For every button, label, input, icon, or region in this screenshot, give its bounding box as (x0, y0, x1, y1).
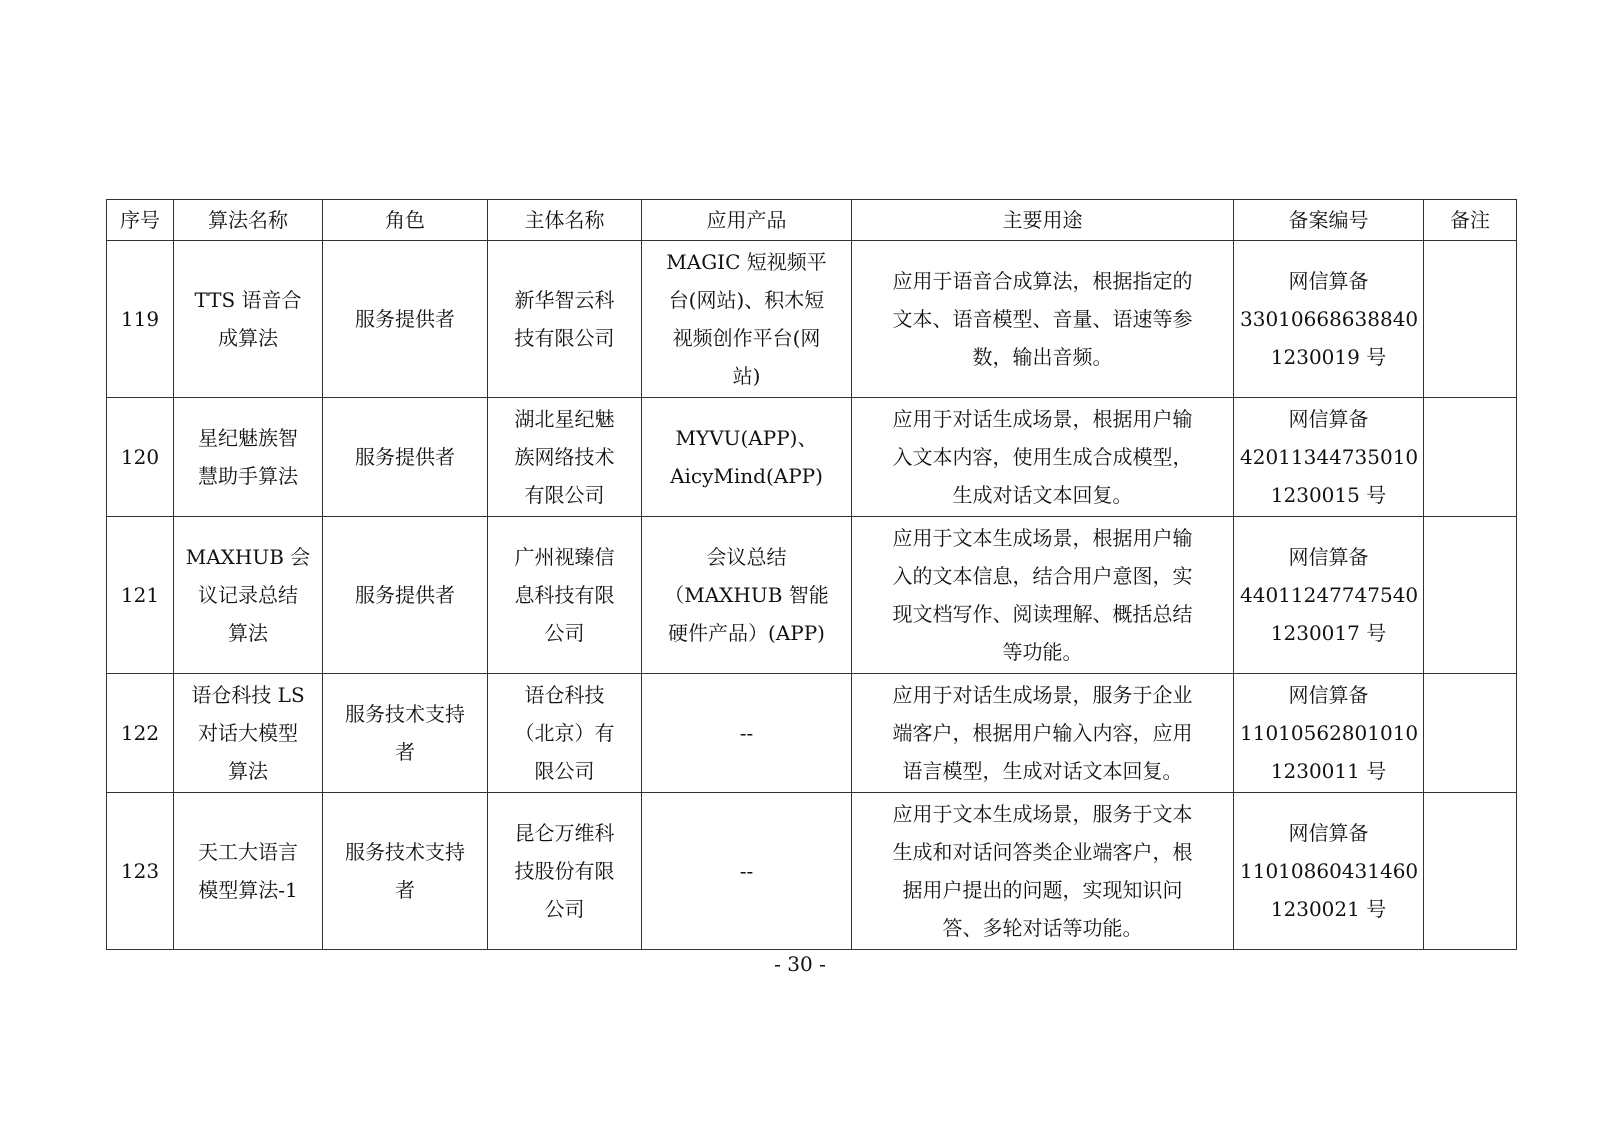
cell-main-purpose: 应用于语音合成算法，根据指定的 文本、语音模型、音量、语速等参 数，输出音频。 (852, 241, 1234, 398)
cell-entity-name: 湖北星纪魅 族网络技术 有限公司 (488, 398, 642, 517)
cell-main-purpose: 应用于文本生成场景，根据用户输 入的文本信息，结合用户意图，实 现文档写作、阅读理解、概括总结 等功能。 (852, 517, 1234, 674)
cell-algorithm-name: MAXHUB 会 议记录总结 算法 (174, 517, 323, 674)
cell-algorithm-name: 天工大语言 模型算法-1 (174, 793, 323, 950)
cell-main-purpose: 应用于对话生成场景，服务于企业 端客户，根据用户输入内容，应用 语言模型，生成对话文本回复。 (852, 674, 1234, 793)
cell-entity-name: 广州视臻信 息科技有限 公司 (488, 517, 642, 674)
header-entity-name: 主体名称 (488, 200, 642, 241)
header-algorithm-name: 算法名称 (174, 200, 323, 241)
header-main-purpose: 主要用途 (852, 200, 1234, 241)
cell-algorithm-name: TTS 语音合 成算法 (174, 241, 323, 398)
cell-remark (1424, 674, 1517, 793)
cell-application-product: -- (642, 674, 852, 793)
cell-remark (1424, 241, 1517, 398)
header-serial-no: 序号 (107, 200, 174, 241)
cell-main-purpose: 应用于对话生成场景，根据用户输 入文本内容，使用生成合成模型， 生成对话文本回复。 (852, 398, 1234, 517)
table-row (107, 398, 1517, 517)
cell-application-product: 会议总结 （MAXHUB 智能 硬件产品）(APP) (642, 517, 852, 674)
cell-filing-number: 网信算备 11010562801010 1230011 号 (1234, 674, 1424, 793)
table-row (107, 517, 1517, 674)
cell-remark (1424, 398, 1517, 517)
table-header-row (107, 200, 1517, 241)
cell-entity-name: 语仓科技 （北京）有 限公司 (488, 674, 642, 793)
header-filing-number: 备案编号 (1234, 200, 1424, 241)
cell-role: 服务技术支持 者 (323, 793, 488, 950)
cell-role: 服务提供者 (323, 398, 488, 517)
cell-entity-name: 昆仑万维科 技股份有限 公司 (488, 793, 642, 950)
page-number: - 30 - (774, 952, 826, 976)
cell-entity-name: 新华智云科 技有限公司 (488, 241, 642, 398)
cell-filing-number: 网信算备 44011247747540 1230017 号 (1234, 517, 1424, 674)
cell-serial-no: 121 (107, 517, 174, 674)
table-row (107, 674, 1517, 793)
cell-serial-no: 119 (107, 241, 174, 398)
header-application-product: 应用产品 (642, 200, 852, 241)
cell-application-product: -- (642, 793, 852, 950)
cell-remark (1424, 793, 1517, 950)
cell-serial-no: 123 (107, 793, 174, 950)
header-role: 角色 (323, 200, 488, 241)
cell-filing-number: 网信算备 11010860431460 1230021 号 (1234, 793, 1424, 950)
cell-application-product: MYVU(APP)、 AicyMind(APP) (642, 398, 852, 517)
algorithm-filing-table (106, 199, 1517, 950)
cell-role: 服务提供者 (323, 517, 488, 674)
cell-algorithm-name: 语仓科技 LS 对话大模型 算法 (174, 674, 323, 793)
cell-filing-number: 网信算备 42011344735010 1230015 号 (1234, 398, 1424, 517)
cell-filing-number: 网信算备 33010668638840 1230019 号 (1234, 241, 1424, 398)
cell-serial-no: 120 (107, 398, 174, 517)
cell-serial-no: 122 (107, 674, 174, 793)
cell-main-purpose: 应用于文本生成场景，服务于文本 生成和对话问答类企业端客户，根 据用户提出的问题，实现知识问 答、多轮对话等功能。 (852, 793, 1234, 950)
table-row (107, 793, 1517, 950)
cell-role: 服务技术支持 者 (323, 674, 488, 793)
header-remark: 备注 (1424, 200, 1517, 241)
cell-application-product: MAGIC 短视频平 台(网站)、积木短 视频创作平台(网 站) (642, 241, 852, 398)
table-row (107, 241, 1517, 398)
cell-remark (1424, 517, 1517, 674)
cell-role: 服务提供者 (323, 241, 488, 398)
cell-algorithm-name: 星纪魅族智 慧助手算法 (174, 398, 323, 517)
